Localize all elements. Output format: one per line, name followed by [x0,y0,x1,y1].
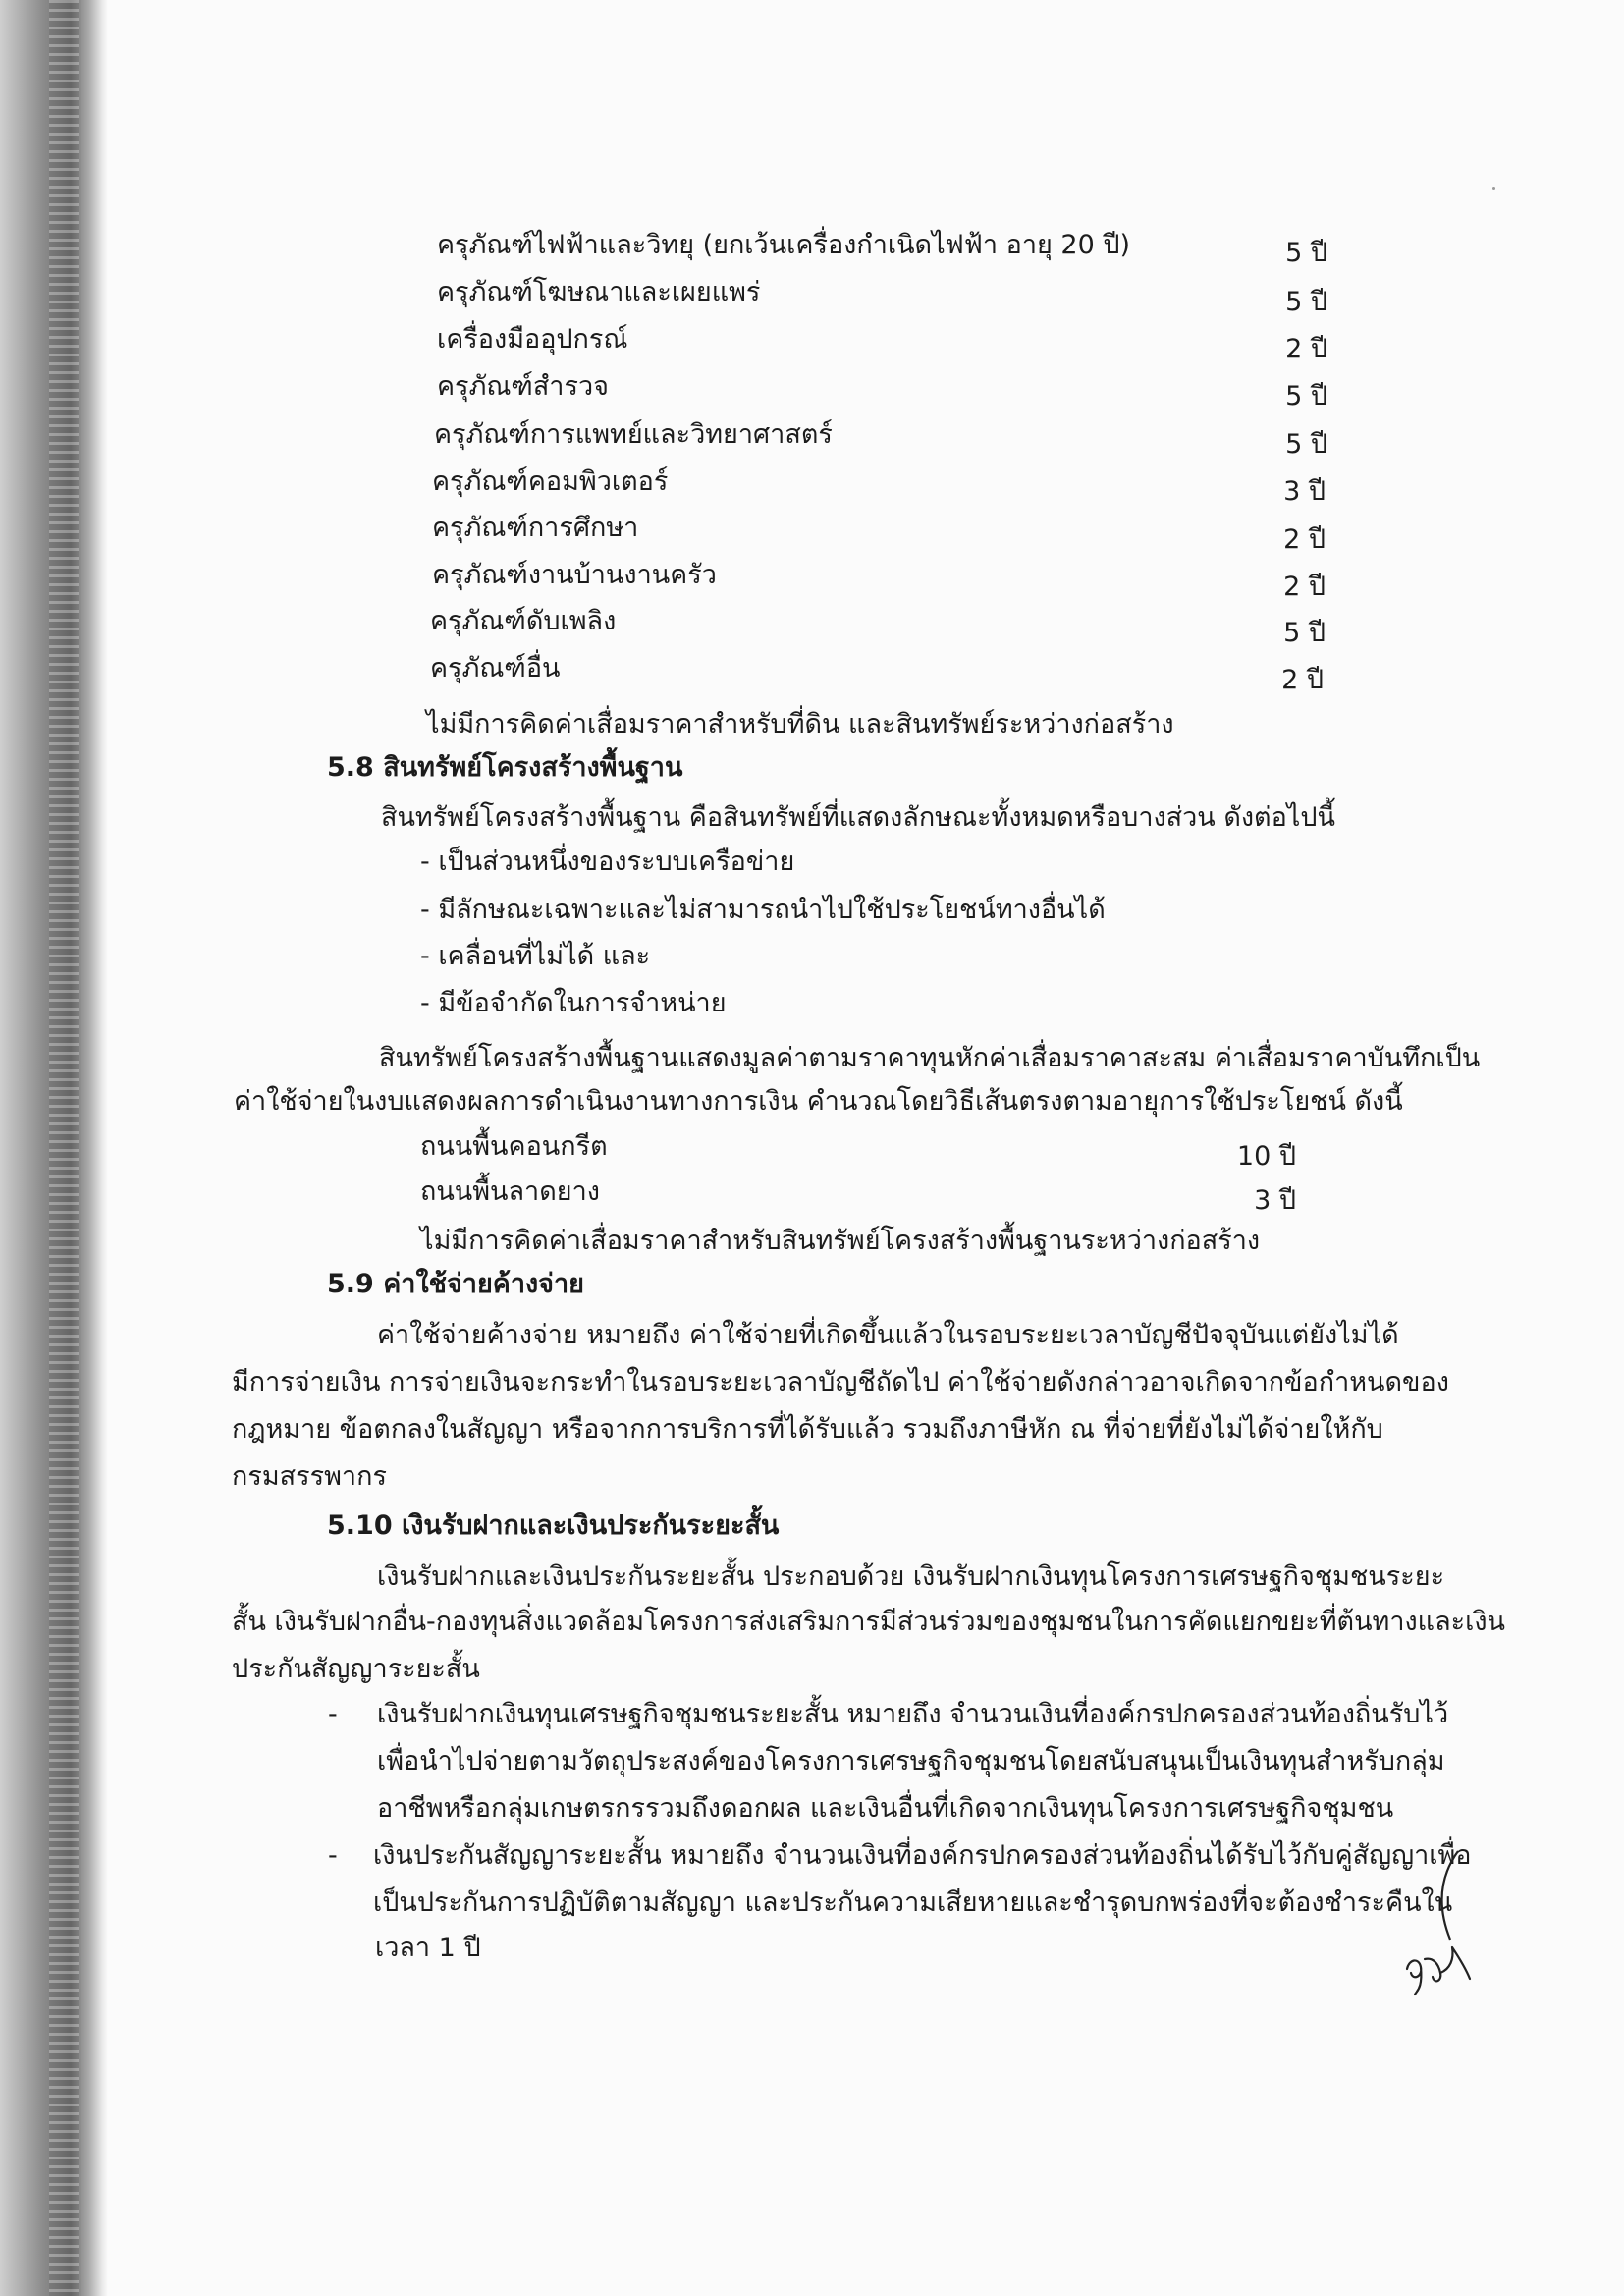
equipment-life: 5 ปี [1285,429,1327,460]
paragraph-line: เงินรับฝากและเงินประกันระยะสั้น ประกอบด้วย เงินรับฝากเงินทุนโครงการเศรษฐกิจชุมชนระยะ [377,1561,1445,1592]
section-heading-5-9: 5.9 ค่าใช้จ่ายค้างจ่าย [327,1269,584,1299]
bullet-line: เพื่อนำไปจ่ายตามวัตถุประสงค์ของโครงการเศรษฐกิจชุมชนโดยสนับสนุนเป็นเงินทุนสำหรับกลุ่ม [377,1746,1445,1777]
section-intro: สินทรัพย์โครงสร้างพื้นฐาน คือสินทรัพย์ที่แสดงลักษณะทั้งหมดหรือบางส่วน ดังต่อไปนี้ [381,802,1335,833]
list-item: - มีข้อจำกัดในการจำหน่าย [420,988,727,1018]
list-item: - มีลักษณะเฉพาะและไม่สามารถนำไปใช้ประโยชน์ทางอื่นได้ [420,895,1106,925]
equipment-life: 2 ปี [1281,665,1324,695]
paragraph-line: สินทรัพย์โครงสร้างพื้นฐานแสดงมูลค่าตามราคาทุนหักค่าเสื่อมราคาสะสม ค่าเสื่อมราคาบันทึกเป็น [379,1043,1481,1073]
equipment-name: ครุภัณฑ์คอมพิวเตอร์ [432,466,669,497]
equipment-name: ครุภัณฑ์โฆษณาและเผยแพร่ [437,277,761,307]
paragraph-line: ประกันสัญญาระยะสั้น [232,1654,480,1684]
equipment-life: 2 ปี [1283,524,1326,555]
bullet-line: เวลา 1 ปี [375,1933,481,1963]
equipment-life: 5 ปี [1285,381,1327,411]
equipment-name: ครุภัณฑ์อื่น [430,653,561,683]
equipment-name: ครุภัณฑ์ดับเพลิง [430,606,617,636]
paragraph-line: กรมสรรพากร [232,1461,387,1492]
infrastructure-item-name: ถนนพื้นลาดยาง [420,1176,600,1207]
paragraph-line: ค่าใช้จ่ายค้างจ่าย หมายถึง ค่าใช้จ่ายที่เกิดขึ้นแล้วในรอบระยะเวลาบัญชีปัจจุบันแต่ยังไม่ได้ [377,1320,1399,1350]
equipment-name: ครุภัณฑ์การแพทย์และวิทยาศาสตร์ [434,419,833,450]
equipment-name: ครุภัณฑ์ไฟฟ้าและวิทยุ (ยกเว้นเครื่องกำเนิดไฟฟ้า อายุ 20 ปี) [437,230,1131,260]
infrastructure-item-name: ถนนพื้นคอนกรีต [420,1131,608,1162]
infrastructure-note: ไม่มีการคิดค่าเสื่อมราคาสำหรับสินทรัพย์โครงสร้างพื้นฐานระหว่างก่อสร้าง [420,1226,1261,1256]
equipment-name: เครื่องมืออุปกรณ์ [437,324,628,355]
bullet-line: เงินประกันสัญญาระยะสั้น หมายถึง จำนวนเงินที่องค์กรปกครองส่วนท้องถิ่นได้รับไว้กับคู่สัญญาเพื่อ [373,1840,1472,1871]
equipment-life: 3 ปี [1283,476,1326,507]
bullet-dash: - [328,1840,338,1871]
equipment-name: ครุภัณฑ์การศึกษา [432,513,639,543]
bullet-dash: - [328,1699,338,1729]
equipment-name: ครุภัณฑ์สำรวจ [437,371,609,402]
equipment-life: 2 ปี [1285,334,1327,364]
infrastructure-item-life: 3 ปี [1254,1185,1296,1216]
section-heading-5-8: 5.8 สินทรัพย์โครงสร้างพื้นฐาน [327,752,683,783]
section-heading-5-10: 5.10 เงินรับฝากและเงินประกันระยะสั้น [327,1510,780,1541]
paragraph-line: กฎหมาย ข้อตกลงในสัญญา หรือจากการบริการที่ได้รับแล้ว รวมถึงภาษีหัก ณ ที่จ่ายที่ยังไม่ได้จ่ายให้กับ [232,1414,1383,1445]
bullet-line: เงินรับฝากเงินทุนเศรษฐกิจชุมชนระยะสั้น หมายถึง จำนวนเงินที่องค์กรปกครองส่วนท้องถิ่นรับไว้ [377,1699,1449,1729]
list-item: - เคลื่อนที่ไม่ได้ และ [420,941,651,971]
bullet-line: อาชีพหรือกลุ่มเกษตรกรรวมถึงดอกผล และเงินอื่นที่เกิดจากเงินทุนโครงการเศรษฐกิจชุมชน [377,1793,1394,1824]
equipment-name: ครุภัณฑ์งานบ้านงานครัว [432,560,717,590]
equipment-life: 5 ปี [1285,287,1327,317]
equipment-life: 2 ปี [1283,572,1326,602]
equipment-life: 5 ปี [1283,618,1326,648]
bullet-line: เป็นประกันการปฏิบัติตามสัญญา และประกันความเสียหายและชำรุดบกพร่องที่จะต้องชำระคืนใน [373,1887,1453,1918]
paragraph-line: สั้น เงินรับฝากอื่น-กองทุนสิ่งแวดล้อมโครงการส่งเสริมการมีส่วนร่วมของชุมชนในการคัดแยกขยะที่ต้นทางและเงิน [232,1607,1506,1637]
paragraph-line: ค่าใช้จ่ายในงบแสดงผลการดำเนินงานทางการเงิน คำนวณโดยวิธีเส้นตรงตามอายุการใช้ประโยชน์ ดังนี้ [234,1086,1403,1117]
equipment-life: 5 ปี [1285,238,1327,268]
infrastructure-item-life: 10 ปี [1236,1141,1296,1172]
paragraph-line: มีการจ่ายเงิน การจ่ายเงินจะกระทำในรอบระยะเวลาบัญชีถัดไป ค่าใช้จ่ายดังกล่าวอาจเกิดจากข้อกำหนดของ [232,1367,1449,1397]
equipment-note: ไม่มีการคิดค่าเสื่อมราคาสำหรับที่ดิน และสินทรัพย์ระหว่างก่อสร้าง [426,709,1174,739]
handwritten-initials [1399,1930,1478,1998]
list-item: - เป็นส่วนหนึ่งของระบบเครือข่าย [420,847,795,877]
